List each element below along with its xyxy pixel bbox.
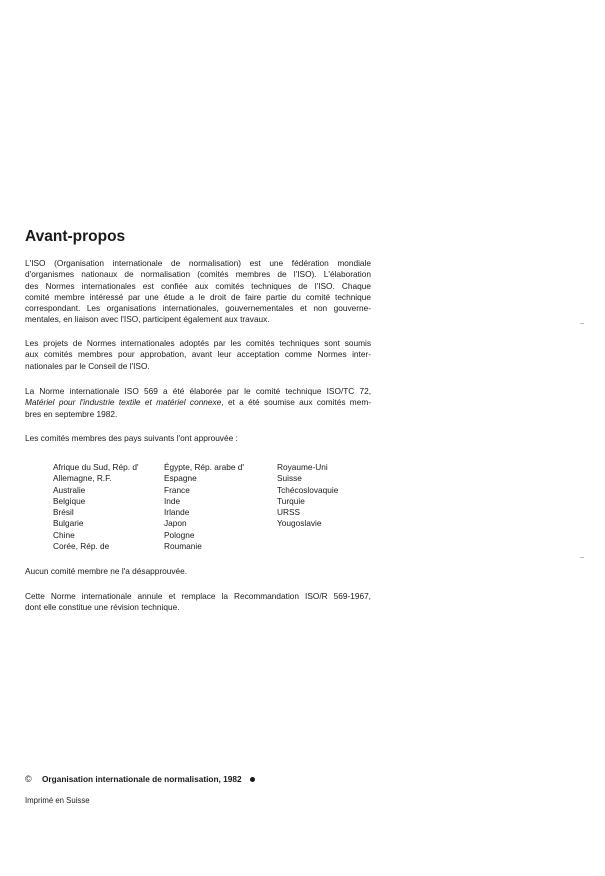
country-item: Chine	[53, 529, 75, 540]
copyright-notice	[25, 774, 255, 784]
text-fragment: , et a été soumise aux comités mem-	[221, 397, 371, 408]
disapproval-note: Aucun comité membre ne l'a désapprouvée.	[25, 566, 188, 576]
bullet-icon	[250, 777, 255, 782]
country-item: URSS	[277, 507, 301, 518]
scan-mark	[580, 557, 584, 558]
text-line: aux comités membres pour approbation, avant leur acceptation comme Normes inter-	[25, 349, 371, 360]
country-item: Turquie	[277, 495, 305, 506]
approvers-intro: Les comités membres des pays suivants l'ont approuvée :	[25, 433, 238, 443]
country-item: Allemagne, R.F.	[53, 473, 112, 484]
country-item: Tchécoslovaquie	[277, 484, 339, 495]
approval-paragraph	[25, 338, 371, 372]
country-column-3	[277, 462, 338, 530]
copyright-text: Organisation internationale de normalisation, 1982	[41, 774, 242, 784]
country-column-2	[164, 462, 244, 552]
country-item: Japon	[164, 518, 187, 529]
text-line: nationales par le Conseil de l'ISO.	[25, 360, 150, 371]
text-line: des Normes internationales est confiée aux comités techniques de l'ISO. Chaque	[25, 280, 371, 291]
text-line: Cette Norme internationale annule et remplace la Recommandation ISO/R 569-1967,	[25, 591, 371, 601]
page-title: Avant-propos	[25, 228, 126, 245]
intro-paragraph	[25, 258, 371, 326]
scan-mark	[580, 323, 584, 324]
country-item: Bulgarie	[53, 518, 84, 529]
replacement-paragraph	[25, 591, 371, 614]
text-line: L'ISO (Organisation internationale de normalisation) est une fédération mondiale	[25, 258, 371, 268]
copyright-icon: ©	[25, 774, 32, 784]
text-line: bres en septembre 1982.	[25, 408, 118, 419]
text-line: mentales, en liaison avec l'ISO, participent également aux travaux.	[25, 314, 270, 325]
country-item: Yougoslavie	[277, 518, 322, 529]
country-item: Égypte, Rép. arabe d'	[164, 462, 244, 472]
country-item: Irlande	[164, 507, 190, 518]
country-item: Suisse	[277, 473, 302, 484]
text-line	[25, 397, 371, 408]
country-item: Brésil	[53, 507, 74, 518]
text-line: correspondant. Les organisations internationales, gouvernementales et non gouverne-	[25, 303, 371, 314]
country-item: Roumanie	[164, 541, 202, 552]
text-line: La Norme internationale ISO 569 a été élaborée par le comité technique ISO/TC 72,	[25, 386, 371, 396]
text-line: d'organismes nationaux de normalisation (comités membres de l'ISO). L'élaboration	[25, 269, 371, 280]
standard-paragraph	[25, 386, 371, 420]
country-item: Afrique du Sud, Rép. d'	[53, 462, 139, 472]
text-line: Les projets de Normes internationales adoptés par les comités techniques sont soumis	[25, 338, 371, 348]
country-item: Pologne	[164, 529, 195, 540]
text-line: dont elle constitue une révision technique.	[25, 602, 180, 613]
country-item: Belgique	[53, 495, 86, 506]
country-column-1	[53, 462, 139, 552]
text-line: comité membre intéressé par une étude a le droit de faire partie du comité technique	[25, 291, 371, 302]
country-item: Corée, Rép. de	[53, 541, 110, 552]
country-item: Espagne	[164, 473, 197, 484]
printed-in: Imprimé en Suisse	[25, 796, 90, 805]
country-item: France	[164, 484, 190, 495]
committee-title: Matériel pour l'industrie textile et matériel connexe	[25, 397, 222, 408]
country-item: Inde	[164, 495, 181, 506]
country-item: Royaume-Uni	[277, 462, 328, 472]
country-item: Australie	[53, 484, 86, 495]
